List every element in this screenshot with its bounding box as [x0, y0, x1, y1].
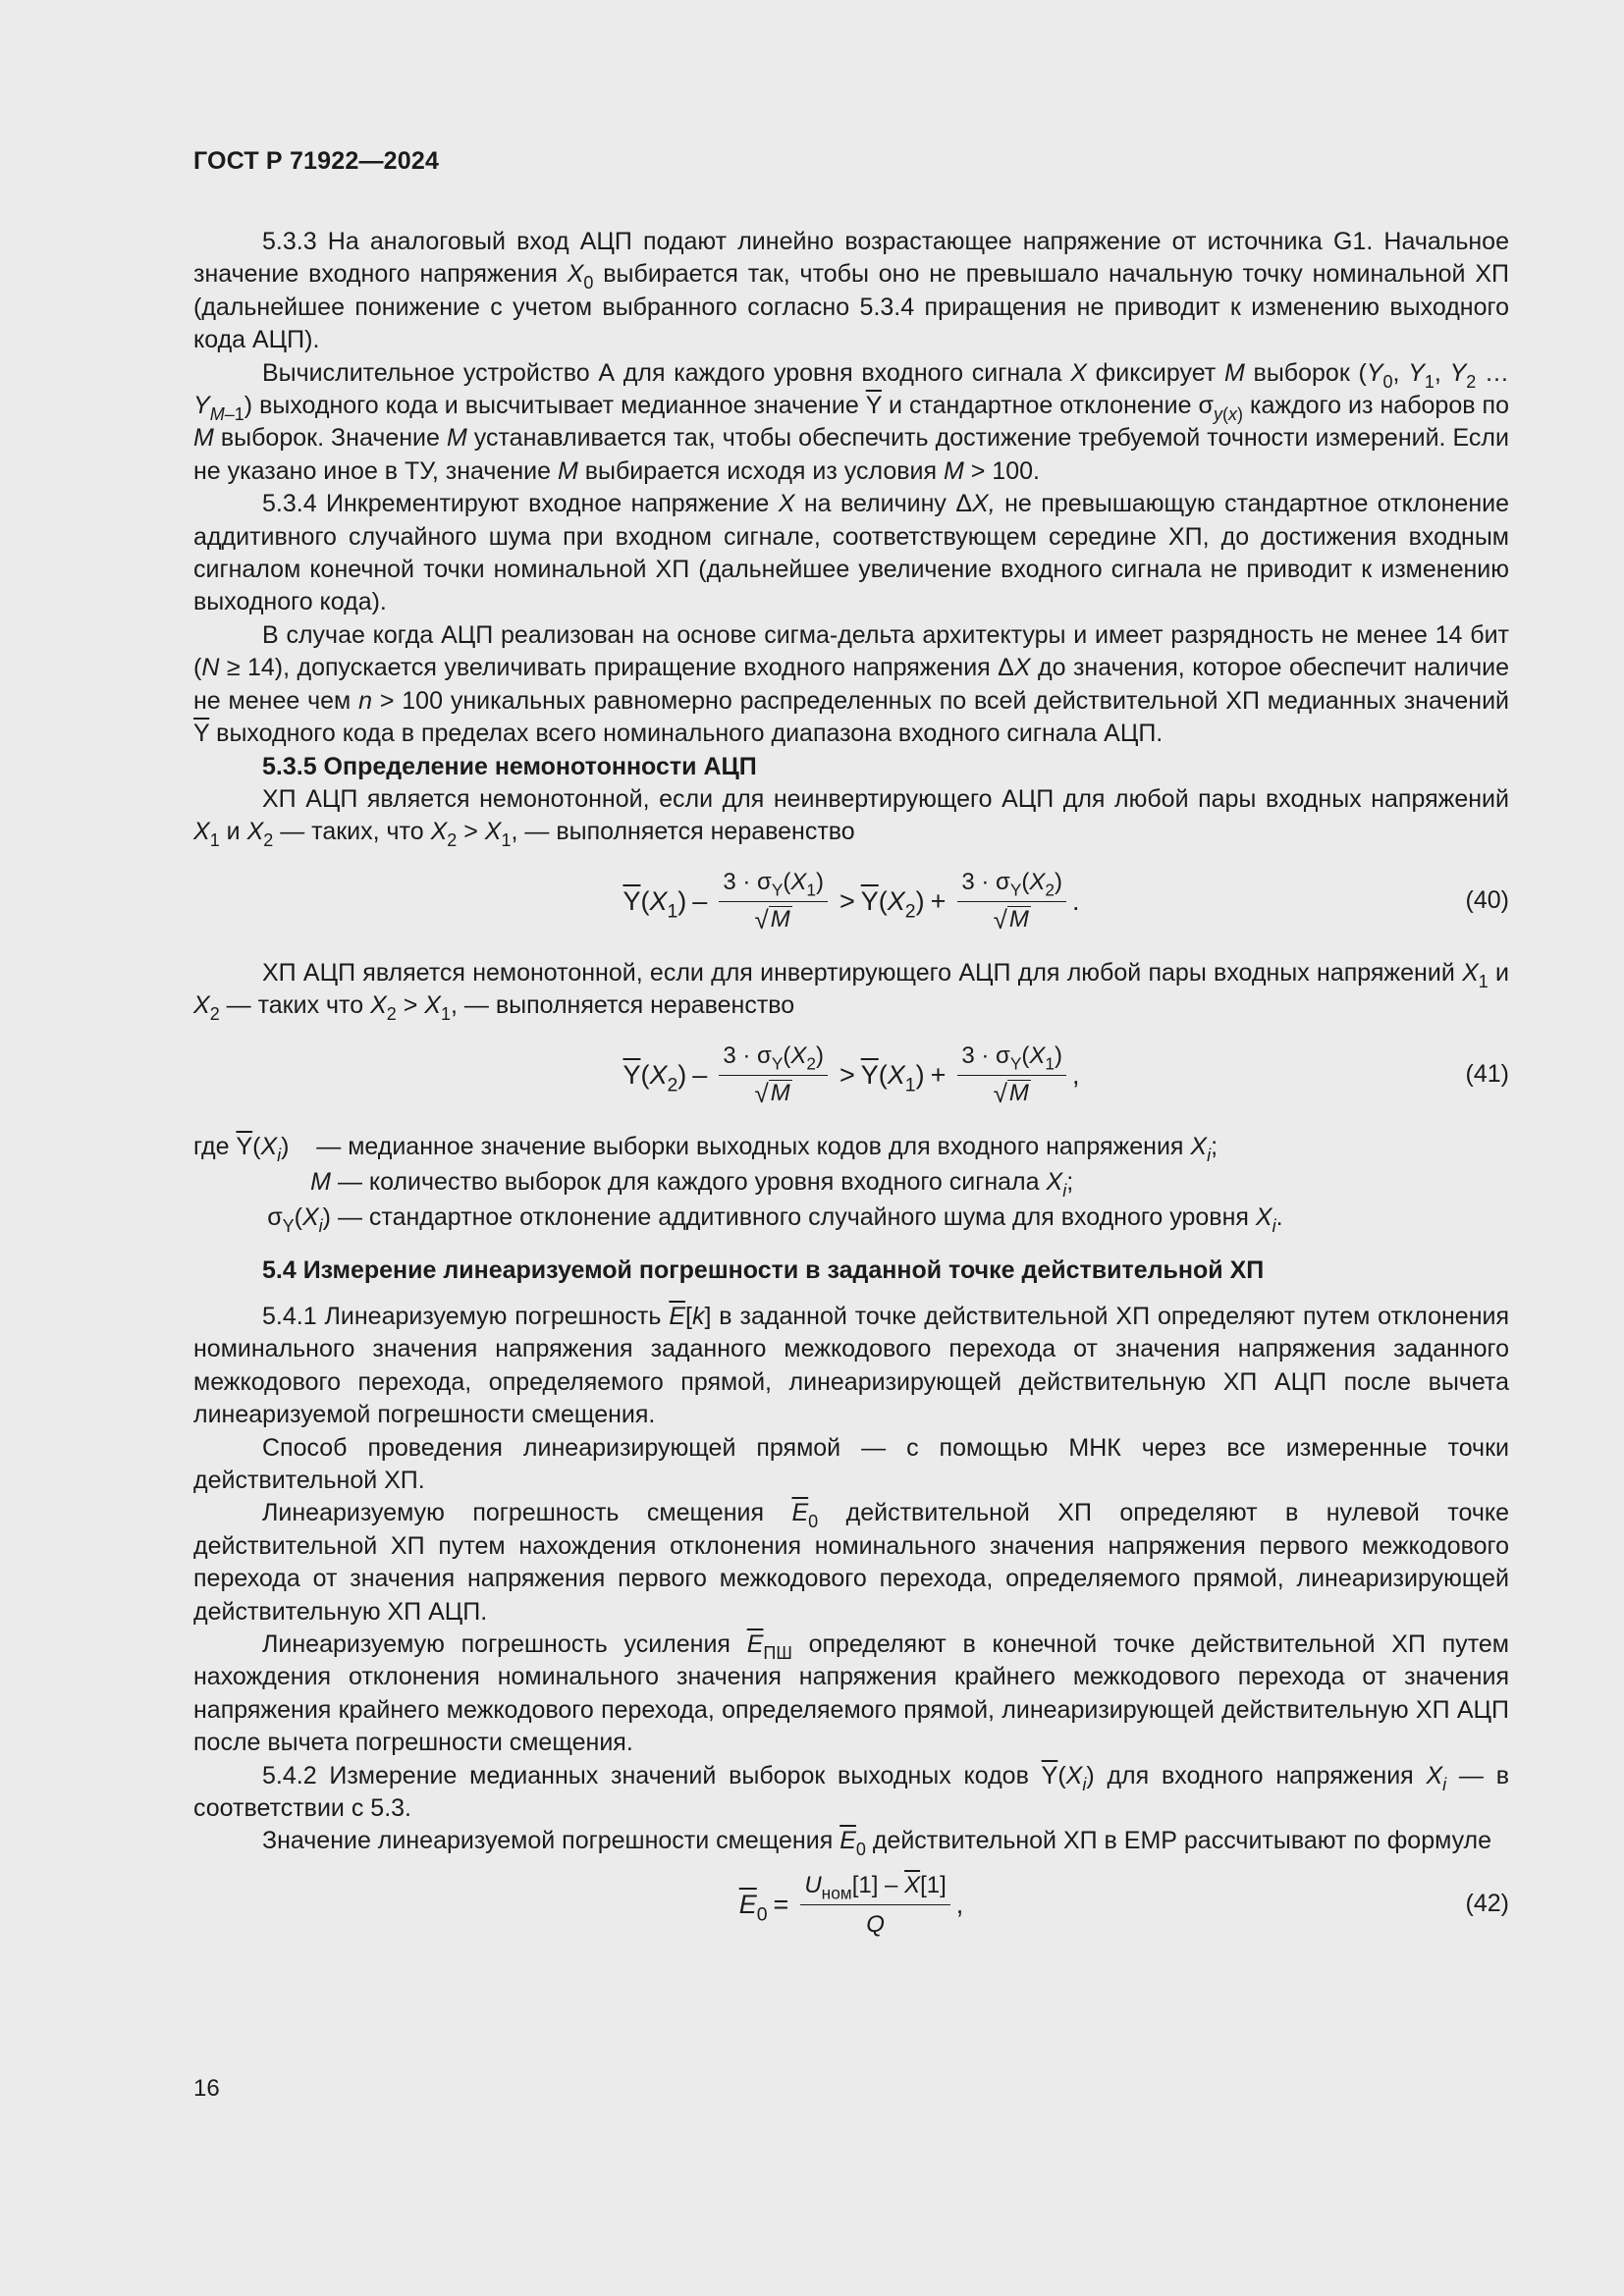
paragraph-5-3-4: 5.3.4 Инкрементируют входное напряжение X на величину ΔX, не превышающую стандартное отклонение аддитивного случайного шума при входном сигнале, соответствующем середине ХП, до достижения входным сигналом конечной точки номинальной ХП (дальнейшее увеличение входного сигнала не приводит к изменению выходного кода).: [193, 490, 1509, 616]
section-heading-5-4: 5.4 Измерение линеаризуемой погрешности в заданной точке действительной ХП: [262, 1255, 1265, 1284]
definitions-list: [193, 1131, 1509, 1239]
paragraph-5-4-1: 5.4.1 Линеаризуемую погрешность $\overline{E}[k]$ в заданной точке действительной ХП определяют путем отклонения номинального значения напряжения заданного межкодового перехода от значения напряжения заданного межкодового перехода, определяемого прямой, линеаризирующей действительную ХП АЦП после вычета линеаризуемой погрешности смещения.: [193, 1302, 1509, 1429]
paragraph-non-inverting: ХП АЦП является немонотонной, если для неинвертирующего АЦП для любой пары входных напряжений $X_1$ и $X_2$ — таких, что $X_2 > X_1$, — выполняется неравенство: [193, 784, 1509, 851]
paragraph-5-4-2: 5.4.2 Измерение медианных значений выборок выходных кодов $\overline{Y}(X_i)$ для входного напряжения $X_i$ — в соответствии с 5.3.: [193, 1761, 1509, 1823]
section-heading-5-3-5: 5.3.5 Определение немонотонности АЦП: [262, 752, 757, 780]
document-header: ГОСТ Р 71922—2024: [193, 147, 440, 175]
definition-samples: M — количество выборок для каждого уровня входного сигнала $X_i$;: [310, 1167, 1074, 1201]
paragraph-offset-formula-intro: Значение линеаризуемой погрешности смещения $\overline{E}_0$ действительной ХП в ЕМР рассчитывают по формуле: [262, 1827, 1492, 1860]
formula-42-expression: $\overline{E}_0$ = $\frac{U_{ном}[1] - \overline{X}[1]}{Q}$ ,: [193, 1866, 1509, 1945]
formula-40-expression: $\overline{Y}(X_1)$ – $3 \cdot \sigma_Y(X_1)$ √ M > $\overline{Y}(X_2)$ + $3 \cdot \sigma_Y(X_2)$ √ M .: [193, 857, 1509, 947]
formula-40: [193, 857, 1509, 947]
formula-42: [193, 1866, 1509, 1945]
formula-42-number: (42): [1465, 1889, 1509, 1917]
formula-40-number: (40): [1465, 885, 1509, 914]
formula-41: [193, 1031, 1509, 1121]
paragraph-5-3-3: 5.3.3 На аналоговый вход АЦП подают линейно возрастающее напряжение от источника G1. Начальное значение входного напряжения $X_0$ выбирается так, чтобы оно не превышало начальную точку номинальной ХП (дальнейшее понижение с учетом выбранного согласно 5.3.4 приращения не приводит к изменению выходного кода АЦП).: [193, 228, 1509, 354]
paragraph-offset-error: Линеаризуемую погрешность смещения $\overline{E}_0$ действительной ХП определяют в нулевой точке действительной ХП путем нахождения отклонения номинального значения напряжения первого межкодового перехода от значения напряжения первого межкодового перехода, определяемого прямой, линеаризирующей действительную ХП АЦП.: [193, 1499, 1509, 1626]
page-number: 16: [193, 2075, 220, 2102]
definition-sigma: $\sigma_Y(X_i)$ — стандартное отклонение аддитивного случайного шума для входного уровня $X_i$.: [267, 1202, 1283, 1236]
paragraph-sigma-delta: В случае когда АЦП реализован на основе сигма-дельта архитектуры и имеет разрядность не менее 14 бит (N ≥ 14), допускается увеличивать приращение входного напряжения ΔX до значения, которое обеспечит наличие не менее чем n > 100 уникальных равномерно распределенных по всей действительной ХП медианных значений $\overline{Y}$ выходного кода в пределах всего номинального диапазона входного сигнала АЦП.: [193, 620, 1509, 748]
formula-41-expression: $\overline{Y}(X_2)$ – $3 \cdot \sigma_Y(X_2)$ √ M > $\overline{Y}(X_1)$ + $3 \cdot \sigma_Y(X_1)$ √ M ,: [193, 1031, 1509, 1121]
definition-median: где $\overline{Y}(X_i)$ — медианное значение выборки выходных кодов для входного напряжения $X_i$;: [193, 1132, 1218, 1165]
paragraph-inverting: ХП АЦП является немонотонной, если для инвертирующего АЦП для любой пары входных напряжений $X_1$ и $X_2$ — таких что $X_2 > X_1$, — выполняется неравенство: [193, 958, 1509, 1024]
paragraph-mnk: Способ проведения линеаризирующей прямой — с помощью МНК через все измеренные точки действительной ХП.: [193, 1433, 1509, 1494]
paragraph-gain-error: Линеаризуемую погрешность усиления $\overline{E}_{ПШ}$ определяют в конечной точке действительной ХП путем нахождения отклонения номинального значения напряжения крайнего межкодового перехода от значения напряжения крайнего межкодового перехода, определяемого прямой, линеаризирующей действительную ХП АЦП после вычета погрешности смещения.: [193, 1630, 1509, 1757]
formula-41-number: (41): [1465, 1059, 1509, 1088]
paragraph-computing-device: Вычислительное устройство А для каждого уровня входного сигнала X фиксирует M выборок ($Y_0$, $Y_1$, $Y_2$ … $Y_{M-1}$) выходного кода и высчитывает медианное значение $\overline{Y}$ и стандартное отклонение $\sigma_{y(x)}$ каждого из наборов по M выборок. Значение M устанавливается так, чтобы обеспечить достижение требуемой точности измерений. Если не указано иное в ТУ, значение M выбирается исходя из условия M > 100.: [193, 358, 1509, 485]
document-body: [193, 226, 1509, 1954]
